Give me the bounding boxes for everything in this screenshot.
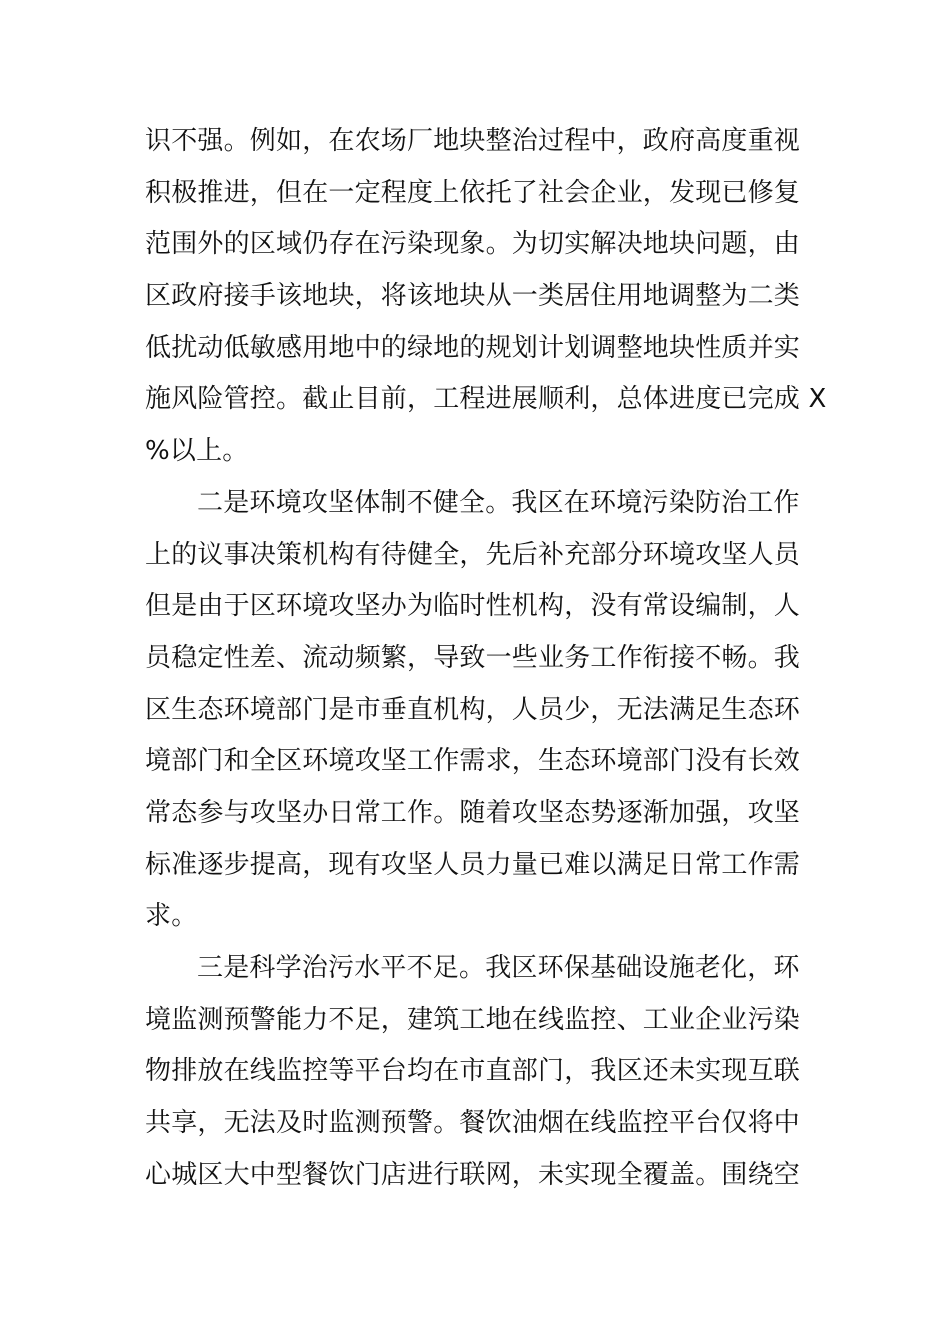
text-line: 识不强。例如，在农场厂地块整治过程中，政府高度重视: [145, 126, 801, 156]
paragraph-first-line: 三是科学治污水平不足。我区环保基础设施老化，环: [197, 953, 800, 983]
text-line: 境监测预警能力不足，建筑工地在线监控、工业企业污染: [145, 1004, 801, 1035]
text-line: 积极推进，但在一定程度上依托了社会企业，发现已修复: [145, 177, 801, 208]
text-line: 范围外的区域仍存在污染现象。为切实解决地块问题，由: [145, 229, 801, 260]
text-line: 低扰动低敏感用地中的绿地的规划计划调整地块性质并实: [145, 332, 801, 363]
text-line: 心城区大中型餐饮门店进行联网，未实现全覆盖。围绕空: [145, 1159, 801, 1190]
text-line: 员稳定性差、流动频繁，导致一些业务工作衔接不畅。我: [145, 642, 801, 673]
text-line: 区生态环境部门是市垂直机构，人员少，无法满足生态环: [145, 694, 801, 725]
text-line: %以上。: [145, 436, 249, 467]
text-line: 境部门和全区环境攻坚工作需求，生态环境部门没有长效: [145, 746, 801, 777]
text-line: 区政府接手该地块，将该地块从一类居住用地调整为二类: [145, 281, 801, 312]
text-line: 但是由于区环境攻坚办为临时性机构，没有常设编制，人: [145, 591, 801, 622]
text-line: 施风险管控。截止目前，工程进展顺利，总体进度已完成 X: [145, 384, 827, 415]
text-line: 求。: [145, 901, 198, 932]
text-line: 常态参与攻坚办日常工作。随着攻坚态势逐渐加强，攻坚: [145, 797, 801, 828]
paragraph-first-line: 二是环境攻坚体制不健全。我区在环境污染防治工作: [197, 487, 800, 518]
text-line: 共享，无法及时监测预警。餐饮油烟在线监控平台仅将中: [145, 1108, 801, 1139]
text-line: 标准逐步提高，现有攻坚人员力量已难以满足日常工作需: [145, 849, 801, 880]
text-line: 物排放在线监控等平台均在市直部门，我区还未实现互联: [145, 1056, 801, 1087]
body-text: [145, 116, 827, 1201]
text-line: 上的议事决策机构有待健全，先后补充部分环境攻坚人员: [145, 539, 801, 570]
